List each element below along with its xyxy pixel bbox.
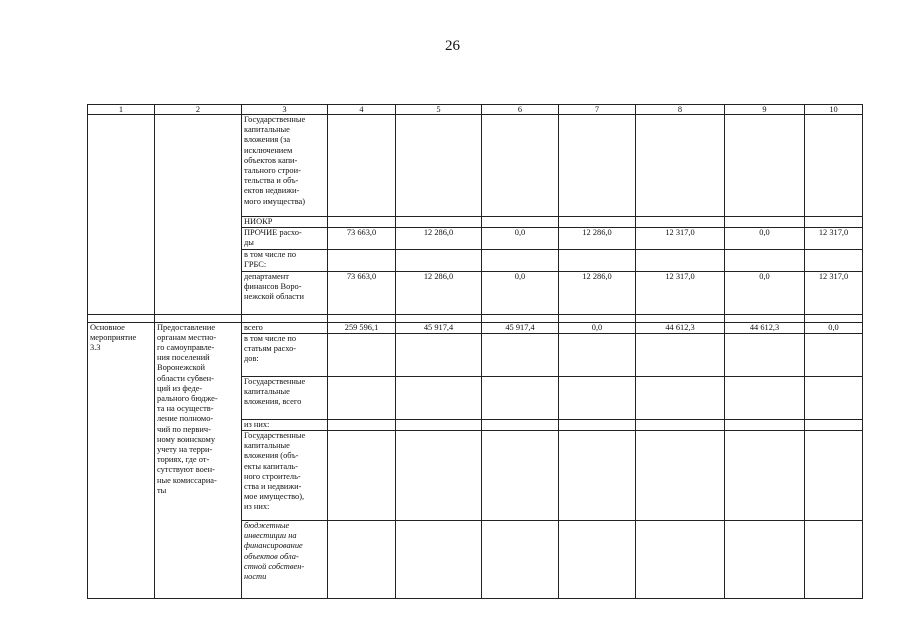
value-cell (805, 521, 863, 599)
value-cell (328, 431, 396, 521)
empty-cell (636, 314, 725, 322)
value-cell (396, 250, 482, 271)
value-cell (396, 419, 482, 430)
value-cell (725, 431, 805, 521)
value-cell: 73 663,0 (328, 271, 396, 314)
value-cell (559, 115, 636, 217)
header-cell: 10 (805, 105, 863, 115)
value-cell (725, 217, 805, 228)
value-cell (636, 419, 725, 430)
value-cell (559, 333, 636, 376)
value-cell (482, 431, 559, 521)
value-cell (805, 333, 863, 376)
table-row (88, 115, 863, 217)
value-cell (805, 250, 863, 271)
value-cell (396, 115, 482, 217)
expense-type-cell: всего (242, 322, 328, 333)
value-cell (559, 419, 636, 430)
value-cell (328, 521, 396, 599)
expense-type-cell: Государственные капитальные вложения, всего (242, 376, 328, 419)
value-cell: 44 612,3 (636, 322, 725, 333)
expense-type-cell: ПРОЧИЕ расхо- ды (242, 228, 328, 250)
value-cell (636, 376, 725, 419)
value-cell: 12 317,0 (636, 228, 725, 250)
value-cell (725, 250, 805, 271)
header-cell: 8 (636, 105, 725, 115)
value-cell: 44 612,3 (725, 322, 805, 333)
empty-cell (242, 314, 328, 322)
value-cell (636, 217, 725, 228)
value-cell (805, 376, 863, 419)
value-cell (328, 115, 396, 217)
empty-cell (396, 314, 482, 322)
expense-type-cell: Государственные капитальные вложения (за исключением объектов капи- тального строи- тельства и объ- ектов недвижи- мого имущества) (242, 115, 328, 217)
value-cell (559, 217, 636, 228)
empty-cell (805, 314, 863, 322)
value-cell (482, 521, 559, 599)
value-cell: 12 317,0 (636, 271, 725, 314)
expense-type-cell: Государственные капитальные вложения (объ- екты капиталь- ного строитель- ства и недвижи- мое имущество), из них: (242, 431, 328, 521)
value-cell (805, 115, 863, 217)
value-cell (636, 250, 725, 271)
value-cell: 0,0 (559, 322, 636, 333)
description-cell (155, 115, 242, 315)
value-cell (328, 333, 396, 376)
value-cell (482, 250, 559, 271)
value-cell (482, 333, 559, 376)
value-cell (482, 217, 559, 228)
header-cell: 7 (559, 105, 636, 115)
value-cell (559, 521, 636, 599)
value-cell: 12 317,0 (805, 271, 863, 314)
empty-cell (155, 314, 242, 322)
value-cell (725, 521, 805, 599)
value-cell (636, 115, 725, 217)
value-cell (559, 376, 636, 419)
header-cell: 5 (396, 105, 482, 115)
value-cell (328, 217, 396, 228)
value-cell (328, 419, 396, 430)
expense-type-cell: из них: (242, 419, 328, 430)
value-cell: 0,0 (482, 271, 559, 314)
value-cell: 0,0 (725, 271, 805, 314)
value-cell: 45 917,4 (396, 322, 482, 333)
value-cell (725, 115, 805, 217)
value-cell (725, 333, 805, 376)
empty-cell (482, 314, 559, 322)
empty-cell (328, 314, 396, 322)
value-cell (636, 333, 725, 376)
value-cell (805, 431, 863, 521)
value-cell: 12 286,0 (396, 271, 482, 314)
value-cell (396, 431, 482, 521)
empty-cell (725, 314, 805, 322)
budget-table (87, 104, 863, 599)
header-cell: 2 (155, 105, 242, 115)
value-cell: 45 917,4 (482, 322, 559, 333)
value-cell: 259 596,1 (328, 322, 396, 333)
value-cell (559, 431, 636, 521)
spacer-row (88, 314, 863, 322)
value-cell (328, 376, 396, 419)
header-cell: 9 (725, 105, 805, 115)
empty-cell (88, 314, 155, 322)
value-cell (482, 419, 559, 430)
value-cell (636, 431, 725, 521)
expense-type-cell: в том числе по статьям расхо- дов: (242, 333, 328, 376)
table-row (88, 322, 863, 333)
value-cell (805, 217, 863, 228)
value-cell: 12 286,0 (396, 228, 482, 250)
value-cell (725, 419, 805, 430)
header-cell: 4 (328, 105, 396, 115)
value-cell: 12 317,0 (805, 228, 863, 250)
value-cell (396, 521, 482, 599)
value-cell: 73 663,0 (328, 228, 396, 250)
expense-type-cell: департамент финансов Воро- нежской области (242, 271, 328, 314)
description-cell: Предоставление органам местно- го самоуправле- ния поселений Воронежской области субвен- ций из феде- рального бюдже- та на осуществ- ление полномо- чий по первич- ному воинскому учету на терри- ториях, где от- сутствуют воен- ные комиссариа- ты (155, 322, 242, 598)
page-number: 26 (445, 38, 460, 54)
value-cell (725, 376, 805, 419)
header-cell: 6 (482, 105, 559, 115)
value-cell (482, 115, 559, 217)
value-cell (396, 376, 482, 419)
empty-cell (559, 314, 636, 322)
expense-type-cell: бюджетные инвестиции на финансирование объектов обла- стной собствен- ности (242, 521, 328, 599)
value-cell (396, 217, 482, 228)
measure-cell: Основное мероприятие 3.3 (88, 322, 155, 598)
value-cell (328, 250, 396, 271)
header-cell: 1 (88, 105, 155, 115)
value-cell (636, 521, 725, 599)
value-cell: 12 286,0 (559, 228, 636, 250)
header-row (88, 105, 863, 115)
measure-cell (88, 115, 155, 315)
value-cell: 0,0 (805, 322, 863, 333)
value-cell: 12 286,0 (559, 271, 636, 314)
value-cell: 0,0 (482, 228, 559, 250)
value-cell (805, 419, 863, 430)
value-cell (396, 333, 482, 376)
value-cell (482, 376, 559, 419)
expense-type-cell: НИОКР (242, 217, 328, 228)
header-cell: 3 (242, 105, 328, 115)
value-cell: 0,0 (725, 228, 805, 250)
expense-type-cell: в том числе по ГРБС: (242, 250, 328, 271)
value-cell (559, 250, 636, 271)
